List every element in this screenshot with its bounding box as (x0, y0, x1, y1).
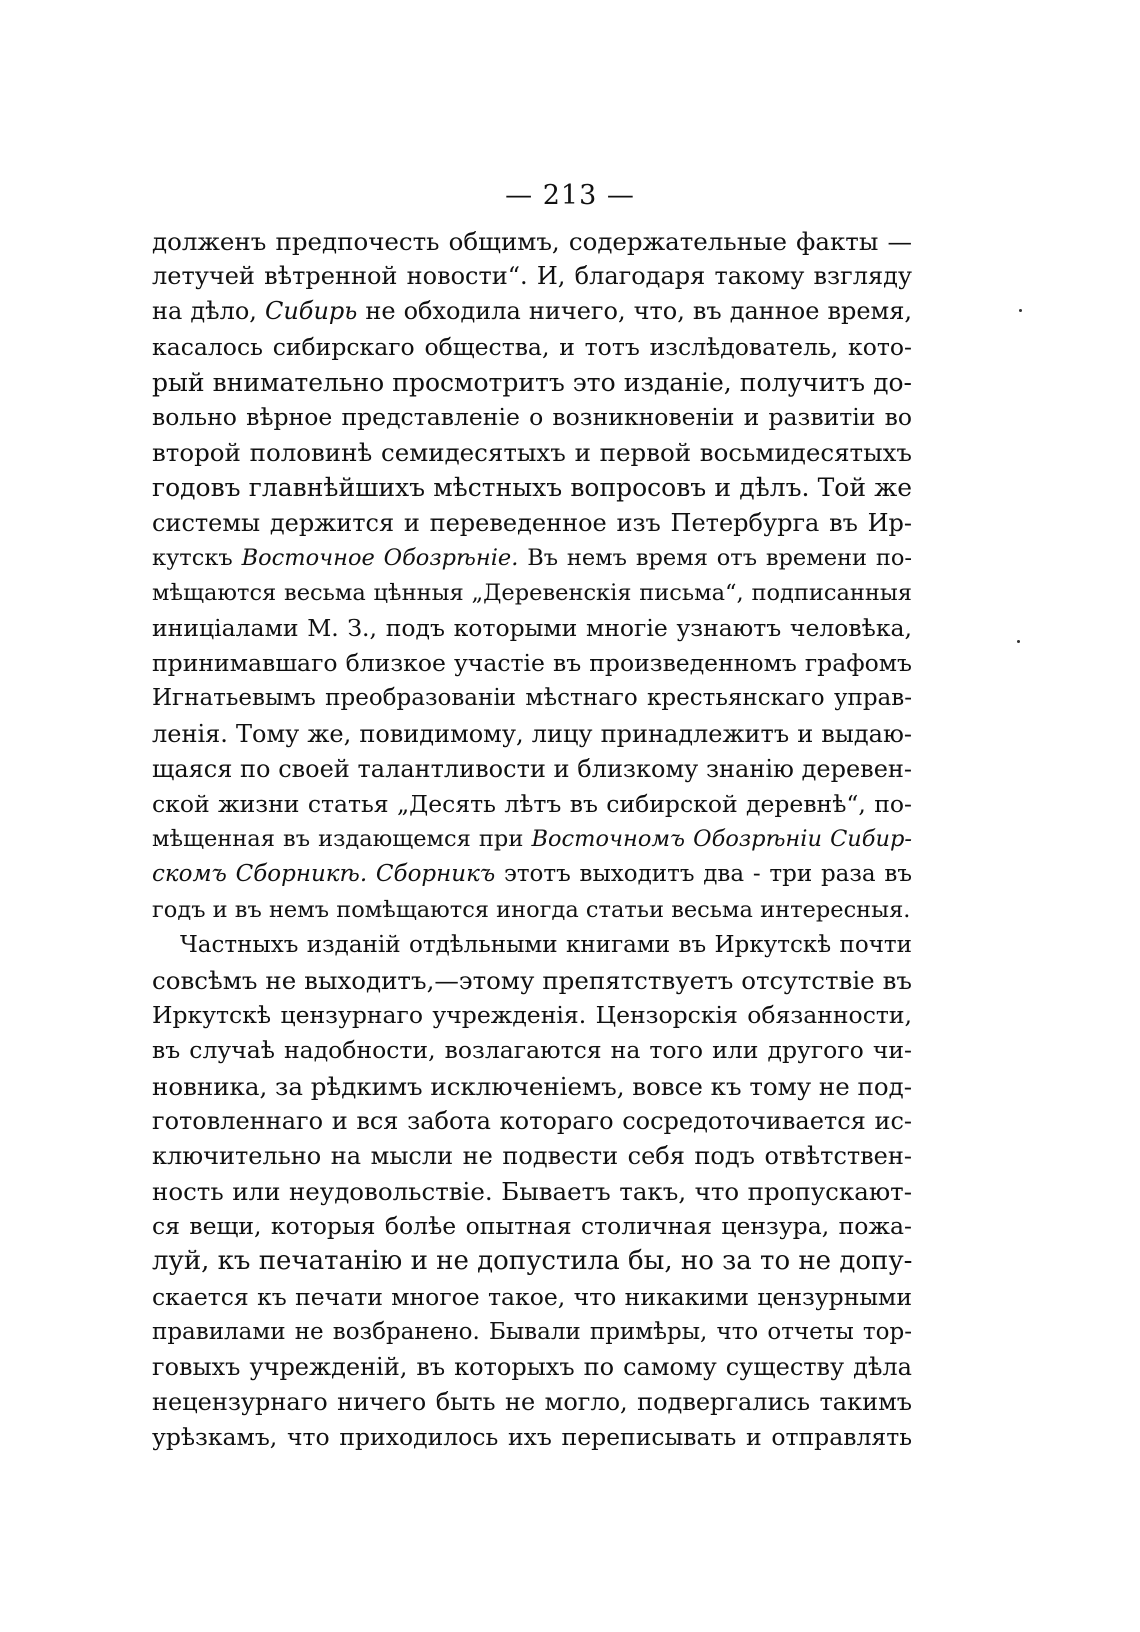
text-line: второй половинѣ семидесятыхъ и первой восьмидесятыхъ (152, 438, 912, 468)
text-line: мѣщаются весьма цѣнныя „Деревенскія письма“, подписанныя (152, 579, 912, 606)
text-line: годъ и въ немъ помѣщаются иногда статьи весьма интересныя. (152, 896, 911, 923)
text-line: иниціалами М. З., подъ которыми многіе узнаютъ человѣка, (152, 614, 912, 643)
text-line: скомъ Сборникѣ. Сборникъ этотъ выходитъ два - три раза въ (152, 861, 912, 888)
text-line: ность или неудовольствіе. Бываетъ такъ, что пропускают- (152, 1177, 912, 1207)
text-line: ленія. Тому же, повидимому, лицу принадлежитъ и выдаю- (152, 719, 912, 748)
text-line: принимавшаго близкое участіе въ произведенномъ графомъ (152, 649, 912, 678)
text-line: правилами не возбранено. Бывали примѣры, что отчеты тор- (152, 1318, 912, 1345)
text-line: нецензурнаго ничего быть не могло, подвергались такимъ (152, 1388, 912, 1417)
text-line: луй, къ печатанію и не допустила бы, но за то не допу- (152, 1246, 913, 1277)
body-text (152, 224, 912, 1456)
text-line: Игнатьевымъ преобразованіи мѣстнаго крестьянскаго управ- (152, 685, 912, 712)
text-line: летучей вѣтренной новости“. И, благодаря такому взгляду (152, 262, 912, 291)
scan-speck (1019, 309, 1022, 312)
text-line: щаяся по своей талантливости и близкому знанію деревен- (152, 754, 912, 783)
page-number: — 213 — (505, 180, 635, 211)
text-line: готовленнаго и вся забота котораго сосредоточивается ис- (152, 1106, 912, 1135)
italic-title: скомъ Сборникѣ. Сборникъ (152, 861, 496, 888)
text-line: вольно вѣрное представленіе о возникновеніи и развитіи во (152, 402, 912, 431)
italic-title: Сибирь (264, 297, 358, 326)
text-line: ключительно на мысли не подвести себя подъ отвѣтствен- (152, 1141, 912, 1170)
text-line: Частныхъ изданій отдѣльными книгами въ Иркутскѣ почти (180, 931, 912, 958)
text-line: на дѣло, Сибирь не обходила ничего, что, въ данное время, (152, 297, 912, 326)
text-line: ся вещи, которыя болѣе опытная столичная цензура, пожа- (152, 1212, 912, 1241)
text-line: въ случаѣ надобности, возлагаются на того или другого чи- (152, 1036, 912, 1065)
text-line: ской жизни статья „Десять лѣтъ въ сибирской деревнѣ“, по- (152, 790, 912, 818)
text-line: долженъ предпочесть общимъ, содержательные факты — (152, 227, 912, 256)
text-line: скается къ печати многое такое, что никакими цензурными (152, 1282, 912, 1311)
text-line: Иркутскѣ цензурнаго учрежденія. Цензорскія обязанности, (152, 1001, 912, 1030)
text-line: кутскъ Восточное Обозрѣніе. Въ немъ время отъ времени по- (152, 544, 913, 571)
text-line: рый внимательно просмотритъ это изданіе, получитъ до- (152, 367, 912, 397)
text-line: касалось сибирскаго общества, и тотъ изслѣдователь, кото- (152, 332, 912, 361)
text-line: новника, за рѣдкимъ исключеніемъ, вовсе къ тому не под- (152, 1071, 912, 1101)
text-line: годовъ главнѣйшихъ мѣстныхъ вопросовъ и дѣлъ. Той же (152, 473, 912, 503)
text-line: урѣзкамъ, что приходилось ихъ переписывать и отправлять (152, 1423, 912, 1452)
paragraph (152, 224, 912, 928)
text-line: системы держится и переведенное изъ Петербурга въ Ир- (152, 508, 912, 537)
text-line: совсѣмъ не выходитъ,—этому препятствуетъ отсутствіе въ (152, 965, 912, 995)
paragraph (152, 928, 912, 1456)
text-line: мѣщенная въ издающемся при Восточномъ Обозрѣніи Сибир- (152, 826, 913, 853)
italic-title: Восточномъ Обозрѣніи Сибир- (531, 826, 913, 853)
italic-title: Восточное Обозрѣніе. (241, 544, 519, 571)
scan-speck (1017, 640, 1020, 643)
text-line: говыхъ учрежденій, въ которыхъ по самому существу дѣла (152, 1353, 912, 1381)
